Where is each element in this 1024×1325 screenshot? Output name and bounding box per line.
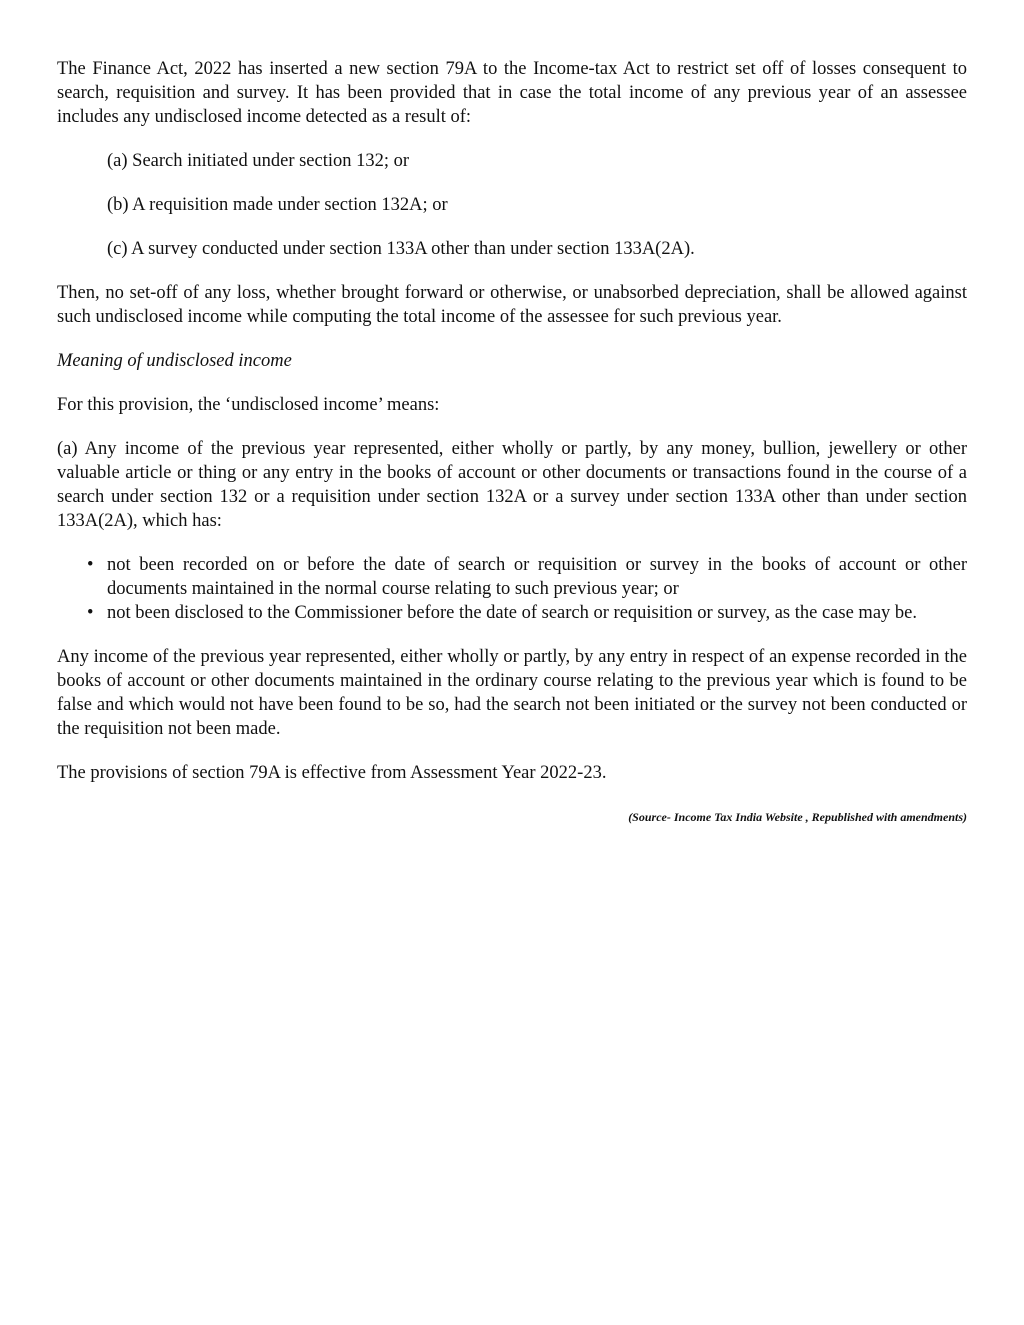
condition-b: (b) A requisition made under section 132A; or <box>107 195 448 215</box>
meaning-b-paragraph: Any income of the previous year represented, either wholly or partly, by any entry in respect of an expense recorded in the books of account or other documents maintained in the ordinary course relating to the previous year which is found to be false and which would not have been found to be so, had the search not been initiated or the survey not been conducted or the requisition not been made. <box>57 647 967 739</box>
document-page <box>57 57 967 825</box>
section-heading: Meaning of undisclosed income <box>57 351 292 371</box>
intro-paragraph: The Finance Act, 2022 has inserted a new section 79A to the Income-tax Act to restrict set off of losses consequent to search, requisition and survey. It has been provided that in case the total income of any previous year of an assessee includes any undisclosed income detected as a result of: <box>57 59 967 127</box>
bullet-list <box>57 553 967 625</box>
condition-a: (a) Search initiated under section 132; or <box>107 151 410 171</box>
list-item <box>87 553 967 601</box>
bullet-icon: • <box>87 603 94 623</box>
condition-c: (c) A survey conducted under section 133A other than under section 133A(2A). <box>107 239 695 259</box>
source-citation: (Source- Income Tax India Website , Republished with amendments) <box>628 810 967 824</box>
meaning-a-paragraph: (a) Any income of the previous year represented, either wholly or partly, by any money, bullion, jewellery or other valuable article or thing or any entry in the books of account or other documents or transactions found in the course of a search under section 132 or a requisition under section 132A or a survey under section 133A other than under section 133A(2A), which has: <box>57 439 967 531</box>
list-item-text: not been recorded on or before the date of search or requisition or survey in the books of account or other documents maintained in the normal course relating to such previous year; or <box>107 555 967 599</box>
consequence-paragraph: Then, no set-off of any loss, whether brought forward or otherwise, or unabsorbed depreciation, shall be allowed against such undisclosed income while computing the total income of the assessee for such previous year. <box>57 283 967 327</box>
meaning-intro: For this provision, the ‘undisclosed income’ means: <box>57 395 440 415</box>
effective-date-paragraph: The provisions of section 79A is effective from Assessment Year 2022-23. <box>57 763 607 783</box>
list-item <box>87 601 967 625</box>
bullet-icon: • <box>87 555 94 575</box>
list-item-text: not been disclosed to the Commissioner before the date of search or requisition or survey, as the case may be. <box>107 603 917 623</box>
